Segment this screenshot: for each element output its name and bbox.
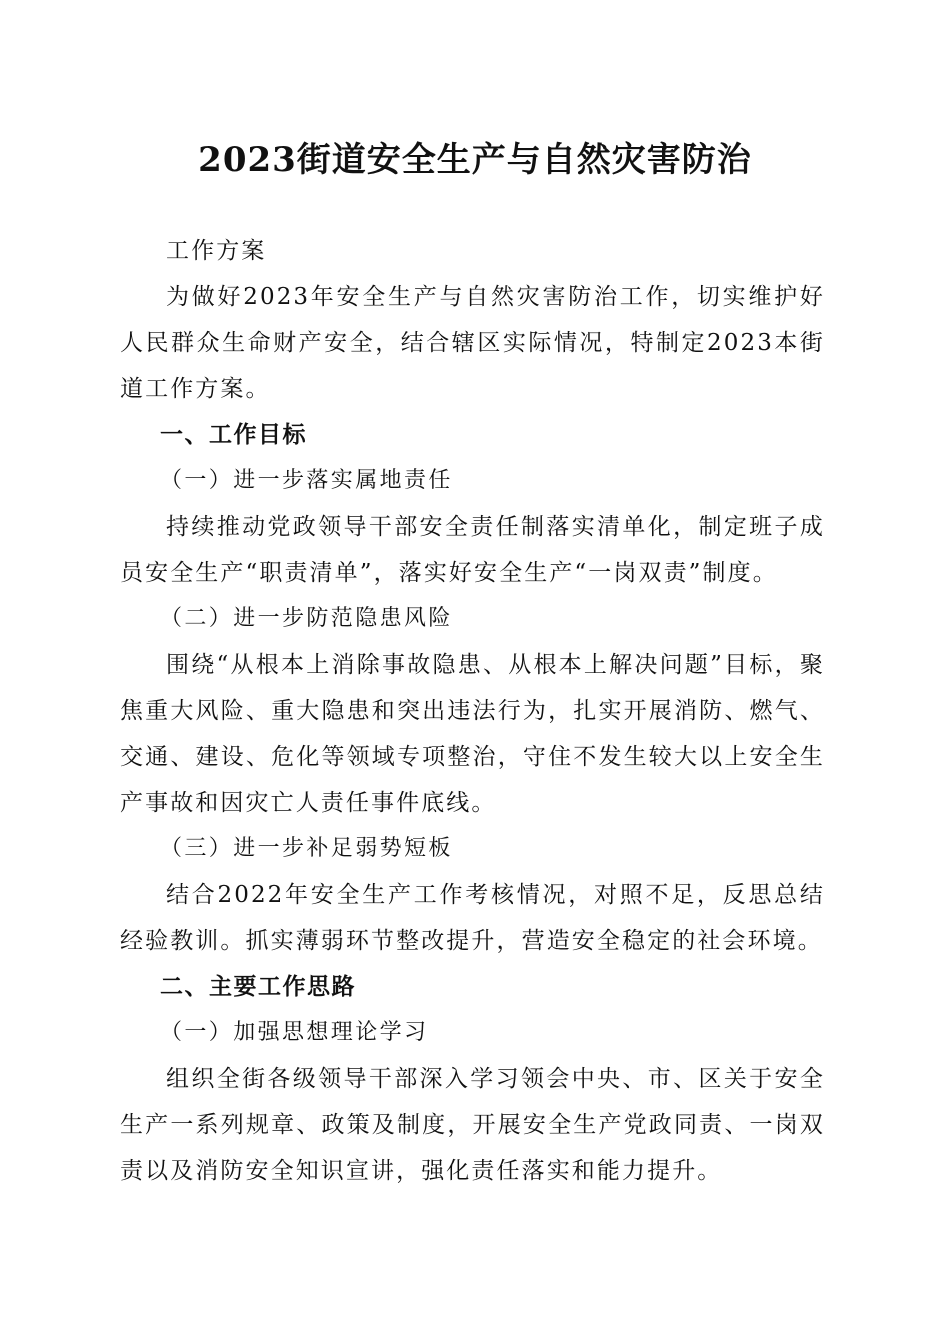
paragraph-risk: 围绕“从根本上消除事故隐患、从根本上解决问题”目标，聚焦重大风险、重大隐患和突出违法行为，扎实开展消防、燃气、交通、建设、危化等领域专项整治，守住不发生较大以上安全生产事故和因灾亡人责任事件底线。 xyxy=(120,652,825,816)
intro-paragraph: 为做好2023年安全生产与自然灾害防治工作，切实维护好人民群众生命财产安全，结合辖区实际情况，特制定2023本街道工作方案。 xyxy=(120,284,825,402)
subsection-heading-responsibility: （一）进一步落实属地责任 xyxy=(160,468,453,493)
paragraph-weakness: 结合2022年安全生产工作考核情况，对照不足，反思总结经验教训。抓实薄弱环节整改提升，营造安全稳定的社会环境。 xyxy=(120,882,825,954)
section-heading-goals: 一、工作目标 xyxy=(160,422,307,448)
document-body xyxy=(120,228,825,1194)
document-title: 2023街道安全生产与自然灾害防治 xyxy=(198,140,752,180)
paragraph-study: 组织全街各级领导干部深入学习领会中央、市、区关于安全生产一系列规章、政策及制度，开展安全生产党政同责、一岗双责以及消防安全知识宣讲，强化责任落实和能力提升。 xyxy=(120,1066,825,1184)
subsection-heading-weakness: （三）进一步补足弱势短板 xyxy=(160,836,453,861)
subsection-heading-study: （一）加强思想理论学习 xyxy=(160,1020,429,1045)
section-heading-approach: 二、主要工作思路 xyxy=(160,974,356,1000)
subsection-heading-risk: （二）进一步防范隐患风险 xyxy=(160,606,453,631)
paragraph-responsibility: 持续推动党政领导干部安全责任制落实清单化，制定班子成员安全生产“职责清单”，落实好安全生产“一岗双责”制度。 xyxy=(120,514,825,586)
document-subtitle: 工作方案 xyxy=(166,238,267,264)
